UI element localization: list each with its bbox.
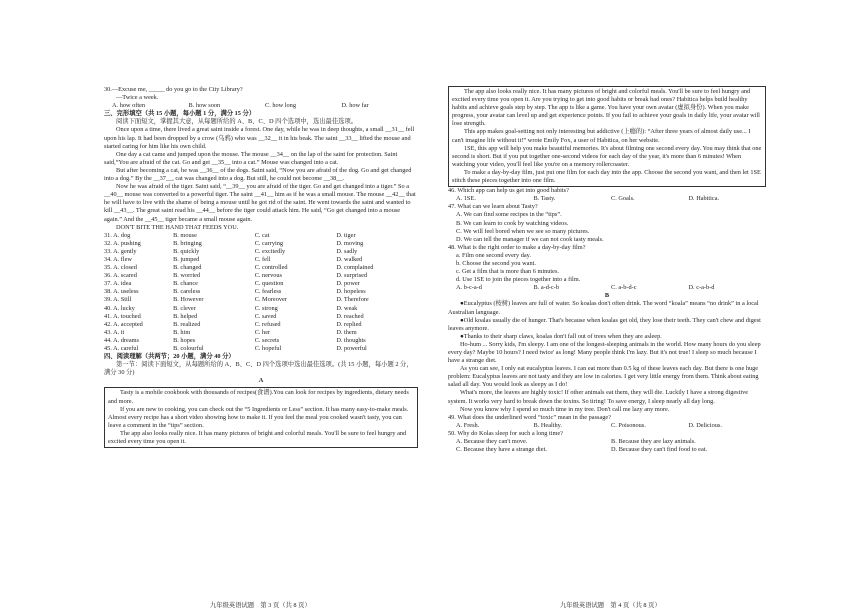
q48-step: b. Choose the second you want. bbox=[456, 259, 536, 267]
passage-b-paragraph: ●Old koalas usually die of hunger. That's because when koalas get old, they lose their teeth. They can't chew and digest leaves anymore. bbox=[448, 316, 761, 332]
cloze-paragraph: One day a cat came and jumped upon the mouse. The mouse __34__ on the lap of the saint for protection. Saint said,“You are afraid of the cat. Go and get __35__ into a cat.” Mouse was changed into a cat. bbox=[104, 150, 398, 166]
q46-stem: 46. Which app can help us get into good habits? bbox=[448, 187, 569, 195]
cloze-option-row bbox=[104, 321, 418, 329]
passage-a-paragraph: Tasty is a mobile cookbook with thousands of recipes(食谱).You can look for recipes by ingredients, dietary needs and more. bbox=[108, 389, 409, 405]
passage-a-paragraph: To make a day-by-day film, just put one film for each day into the app. Choose the second you want, and then let 1SE stitch these pieces together into one film. bbox=[452, 168, 761, 185]
cloze-option: D. tiger bbox=[336, 231, 356, 239]
cloze-option: C. strong bbox=[254, 304, 278, 312]
cloze-passage bbox=[104, 126, 418, 231]
q48-stem: 48. What is the right order to make a day-by-day film? bbox=[448, 243, 586, 251]
question-49 bbox=[448, 414, 766, 430]
cloze-option-row bbox=[104, 264, 418, 272]
cloze-option: C. excitedly bbox=[254, 247, 286, 255]
cloze-option: B. him bbox=[173, 328, 191, 336]
cloze-option: B. mouse bbox=[173, 231, 197, 239]
cloze-option: 44. A. dreams bbox=[104, 336, 139, 344]
q46-option-b: B. Tasty. bbox=[533, 195, 556, 203]
cloze-option-row bbox=[104, 329, 418, 337]
passage-a-paragraph: The app also looks really nice. It has many pictures of bright and colorful meals. You'll be sure to feel hungry and excited every time you open it. Are you trying to get into good habits or break bad ones? Habitica helps build healthy habits and achieve goals step by step. The app is like a game. You have your own avatar (虚拟身份). When you make progress, your avatar can level up and get experience points. If you fail to achieve your goals in daily life, your avatar will lose strength. bbox=[452, 88, 760, 128]
cloze-option-row bbox=[104, 232, 418, 240]
cloze-option: 33. A. gently bbox=[104, 247, 137, 255]
q50-option-d: D. Because they can't find food to eat. bbox=[611, 446, 708, 454]
cloze-option: 41. A. touched bbox=[104, 312, 141, 320]
passage-a-paragraph: If you are new to cooking, you can check out the “5 Ingredients or Less” section. It has many easy-to-make meals. Almost every recipe has a short video showing how to make it. If you feel the meal you cooked wasn't tasty, you can leave a comment in the “tips” section. bbox=[108, 405, 409, 429]
cloze-option: D. replied bbox=[336, 320, 362, 328]
q46-option-d: D. Habitica. bbox=[688, 195, 720, 203]
cloze-option: B. However bbox=[173, 296, 204, 304]
cloze-option: C. refused bbox=[254, 320, 281, 328]
cloze-option: C. secrets bbox=[254, 336, 280, 344]
cloze-option: 36. A. scared bbox=[104, 272, 137, 280]
cloze-option: B. bringing bbox=[173, 239, 202, 247]
q49-option-c: C. Poisonous. bbox=[611, 421, 646, 429]
cloze-option: 31. A. dog bbox=[104, 231, 131, 239]
q48-options bbox=[448, 284, 766, 292]
passage-b-paragraph: As you can see, I only eat eucalyptus leaves. I can eat more than 0.5 kg of these leaves each day. But there is one huge problem: Eucalyptus leaves are not tasty and they are low in calories. I get very little energy from them. Think about eating salad all day. You would look as sleepy as I do! bbox=[448, 365, 759, 389]
passage-a-paragraph: The app also looks really nice. It has many pictures of bright and colorful meals. You'll be sure to feel hungry and excited every time you open it. bbox=[108, 429, 407, 446]
cloze-option-row bbox=[104, 272, 418, 280]
q30-reply: —Twice a week. bbox=[116, 94, 159, 102]
cloze-option-row bbox=[104, 240, 418, 248]
cloze-option: 40. A. lucky bbox=[104, 304, 135, 312]
cloze-option-row bbox=[104, 280, 418, 288]
cloze-option: D. powerful bbox=[336, 345, 367, 352]
q49-options bbox=[448, 422, 766, 430]
cloze-option: D. power bbox=[336, 280, 360, 288]
cloze-option: 38. A. useless bbox=[104, 288, 139, 296]
cloze-option: C. nervous bbox=[254, 272, 282, 280]
left-page bbox=[104, 86, 418, 448]
cloze-option-row bbox=[104, 248, 418, 256]
passage-b-paragraph: ●Thanks to their sharp claws, koalas don't fall out of trees when they are asleep. bbox=[460, 332, 662, 340]
cloze-moral: DON'T BITE THE HAND THAT FEEDS YOU. bbox=[116, 223, 239, 231]
cloze-paragraph: But after becoming a cat, he was __36__ of the dogs. Saint said, “Now you are afraid of the dog. Go and get changed into a dog.” By the __37__, cat was changed into a dog. But still, he could not become __38__. bbox=[104, 166, 412, 183]
q30-option-b: B. how soon bbox=[188, 102, 221, 110]
cloze-option-row bbox=[104, 305, 418, 313]
section-4-title: 四、阅读理解（共两节；20 小题，满分 40 分） bbox=[104, 353, 235, 361]
q48-step: c. Get a film that is more than 6 minutes. bbox=[456, 268, 560, 276]
cloze-option: B. hopes bbox=[173, 336, 196, 344]
question-48 bbox=[448, 244, 766, 293]
cloze-option: C. cat bbox=[254, 231, 270, 239]
q50-options bbox=[448, 438, 766, 454]
cloze-option: D. walked bbox=[336, 255, 363, 263]
cloze-option: B. careless bbox=[173, 288, 201, 296]
cloze-option: B. realized bbox=[173, 320, 201, 328]
cloze-option: B. worried bbox=[173, 272, 201, 280]
cloze-option: B. chance bbox=[173, 280, 198, 288]
cloze-option: C. hopeful bbox=[254, 345, 282, 352]
cloze-option: C. carrying bbox=[254, 239, 284, 247]
question-47 bbox=[448, 203, 766, 243]
section-3-title: 三、完形填空（共 15 小题，每小题 1 分，满分 15 分） bbox=[104, 110, 256, 118]
passage-b-paragraph: Now you know why I spend so much time in my tree. Don't call me lazy any more. bbox=[460, 405, 670, 413]
q47-option-c: C. We will feel bored when we see so many pictures. bbox=[456, 227, 590, 235]
cloze-option: 43. A. it bbox=[104, 328, 125, 336]
cloze-option: 37. A. idea bbox=[104, 280, 132, 288]
cloze-option: C. fell bbox=[254, 255, 271, 263]
cloze-option: C. fearless bbox=[254, 288, 282, 296]
cloze-option: D. surprised bbox=[336, 272, 368, 280]
cloze-option: D. sadly bbox=[336, 247, 358, 255]
cloze-option-row bbox=[104, 313, 418, 321]
q30-option-a: A. how often bbox=[112, 102, 146, 110]
q47-option-b: B. We can learn to cook by watching videos. bbox=[456, 219, 569, 227]
q50-option-b: B. Because they are lazy animals. bbox=[611, 438, 696, 446]
q47-option-a: A. We can find some recipes in the “tips”. bbox=[456, 211, 562, 219]
cloze-option: D. Therefore bbox=[336, 296, 369, 304]
cloze-option: D. reached bbox=[336, 312, 364, 320]
cloze-option: B. colourful bbox=[173, 345, 204, 352]
cloze-option: D. weak bbox=[336, 304, 358, 312]
passage-a-box-continued bbox=[448, 86, 766, 187]
q30-stem: 30.—Excuse me, _____ do you go to the City Library? bbox=[104, 86, 243, 93]
q49-option-d: D. Delicious. bbox=[688, 421, 722, 429]
question-46 bbox=[448, 187, 766, 203]
cloze-option-row bbox=[104, 296, 418, 304]
cloze-option: D. them bbox=[336, 328, 357, 336]
cloze-option: B. helped bbox=[173, 312, 198, 320]
question-30 bbox=[104, 86, 418, 110]
q30-option-d: D. how far bbox=[341, 102, 369, 110]
cloze-paragraph: Once upon a time, there lived a great saint inside a forest. One day, while he was in deep thoughts, a small __31__ fell upon his lap. It had been dropped by a crow (乌鸦) who was __32__ it in his beak. The saint __33__ lifted the mouse and started caring for him like his own child. bbox=[104, 126, 415, 150]
cloze-option: C. controlled bbox=[254, 264, 288, 272]
q49-option-a: A. Fresh. bbox=[456, 421, 480, 429]
cloze-option: D. moving bbox=[336, 239, 364, 247]
q48-option-b: B. a-d-c-b bbox=[533, 284, 560, 292]
cloze-option: B. changed bbox=[173, 264, 202, 272]
passage-b-paragraph: Ho-hum ... Sorry kids, I'm sleepy. I am one of the longest-sleeping animals in the world. How many hours do you sleep every day? Maybe 10 hours? I need twice' as long! Many people think I'm lazy. But it's not true! I sleep so much because I have a strange diet. bbox=[448, 340, 761, 365]
q50-stem: 50. Why do Kolas sleep for such a long time? bbox=[448, 429, 563, 437]
cloze-option: D. thoughts bbox=[336, 336, 366, 344]
cloze-option-row bbox=[104, 345, 418, 353]
cloze-option: 42. A. accepted bbox=[104, 320, 143, 328]
cloze-option: 34. A. flew bbox=[104, 255, 132, 263]
q48-option-a: A. b-c-a-d bbox=[456, 284, 482, 292]
q46-options bbox=[448, 195, 766, 203]
cloze-option: C. her bbox=[254, 328, 271, 336]
cloze-option: D. complained bbox=[336, 264, 374, 272]
right-page bbox=[448, 86, 766, 454]
q48-option-c: C. a-b-d-c bbox=[611, 284, 637, 292]
q48-step: d. Use 1SE to join the pieces together into a film. bbox=[456, 276, 581, 284]
passage-b bbox=[448, 300, 766, 413]
cloze-option: C. Moreover bbox=[254, 296, 287, 304]
q30-option-c: C. how long bbox=[265, 102, 296, 110]
cloze-option: 45. A. careful bbox=[104, 345, 139, 352]
cloze-option: 32. A. pushing bbox=[104, 239, 141, 247]
passage-a-box bbox=[104, 387, 418, 448]
q50-option-a: A. Because they can't move. bbox=[456, 438, 528, 446]
cloze-option: D. hopeless bbox=[336, 288, 366, 296]
passage-b-paragraph: What's more, the leaves are highly toxic! If other animals eat them, they will die. Luckily I have a strong digestive system. It works very hard to break down the toxins. So tiring! To save energy, I sleep nearly all day long. bbox=[448, 389, 749, 405]
passage-a-paragraph: This app makes goal-setting not only interesting but addictive (上瘾的): “After three years of almost daily use... I can't imagine life without it!” wrote Emily Fox, a user of Habitica, on her website. bbox=[452, 128, 751, 144]
cloze-option: B. quickly bbox=[173, 247, 200, 255]
q48-step: a. Film one second every day. bbox=[456, 251, 531, 259]
q46-option-a: A. 1SE. bbox=[456, 195, 476, 203]
passage-b-paragraph: ●Eucalyptus (桉树) leaves are full of water. So koalas don't often drink. The word “koala” means “no drink” in a local Australian language. bbox=[448, 300, 759, 316]
q48-option-d: D. c-a-b-d bbox=[688, 284, 715, 292]
passage-a-label: A bbox=[258, 377, 264, 385]
cloze-option-row bbox=[104, 337, 418, 345]
cloze-option: 35. A. closed bbox=[104, 264, 137, 272]
q47-stem: 47. What can we learn about Tasty? bbox=[448, 203, 538, 211]
left-page-footer: 九年级英语试题 第 3 页（共 8 页） bbox=[210, 602, 311, 609]
section-3-instructions: 阅读下面短文，掌握其大意，从每题所给的 A、B、C、D 四个选项中，选出最佳选项。 bbox=[116, 118, 358, 126]
question-50 bbox=[448, 430, 766, 454]
cloze-option: 39. A. Still bbox=[104, 296, 132, 304]
passage-a-paragraph: 1SE, this app will help you make beautiful memories. It's about filming one second every day. You may think that one second is short. But if you put together one-second videos for each day of the year, it's more than 6 minutes! When watching your video, you'll feel like you're on a memory rollercoaster. bbox=[452, 144, 762, 168]
right-page-footer: 九年级英语试题 第 4 页（共 8 页） bbox=[560, 602, 661, 609]
cloze-option-row bbox=[104, 256, 418, 264]
q47-option-d: D. We can tell the manager if we can not cook tasty meals. bbox=[456, 235, 604, 243]
q50-option-c: C. Because they have a strange diet. bbox=[456, 446, 547, 454]
cloze-option: C. question bbox=[254, 280, 284, 288]
cloze-option: B. jumped bbox=[173, 255, 200, 263]
cloze-paragraph: Now he was afraid of the tiger. Saint said, “__39__ you are afraid of the tiger. Go and get changed into a tiger.” So a __40__ mouse was converted to a powerful tiger. The saint __41__ him as if he was a small mouse. The mouse __42__ that he will have to live with the shame of being a mouse until he got rid of the saint. He went towards the saint and wanted to kill __43__. The great saint read his __44__ before the tiger could attack him. He said, “Go get changed into a mouse again.” And the __45__ tiger became a small mouse again. bbox=[104, 183, 416, 223]
section-4-instructions: 第一节：阅读下面短文，从每题所给的 A、B、C、D 四个选项中选出最佳选项。(共 15 小题，每小题 2 分，满分 30 分) bbox=[104, 361, 413, 377]
cloze-option: C. saved bbox=[254, 312, 277, 320]
cloze-option-row bbox=[104, 288, 418, 296]
q46-option-c: C. Goals. bbox=[611, 195, 635, 203]
cloze-option: B. clever bbox=[173, 304, 196, 312]
q49-stem: 49. What does the underlined word “toxic” mean in the passage? bbox=[448, 413, 612, 421]
cloze-options-table bbox=[104, 232, 418, 353]
q49-option-b: B. Healthy. bbox=[533, 421, 562, 429]
passage-b-label: B bbox=[604, 292, 610, 300]
